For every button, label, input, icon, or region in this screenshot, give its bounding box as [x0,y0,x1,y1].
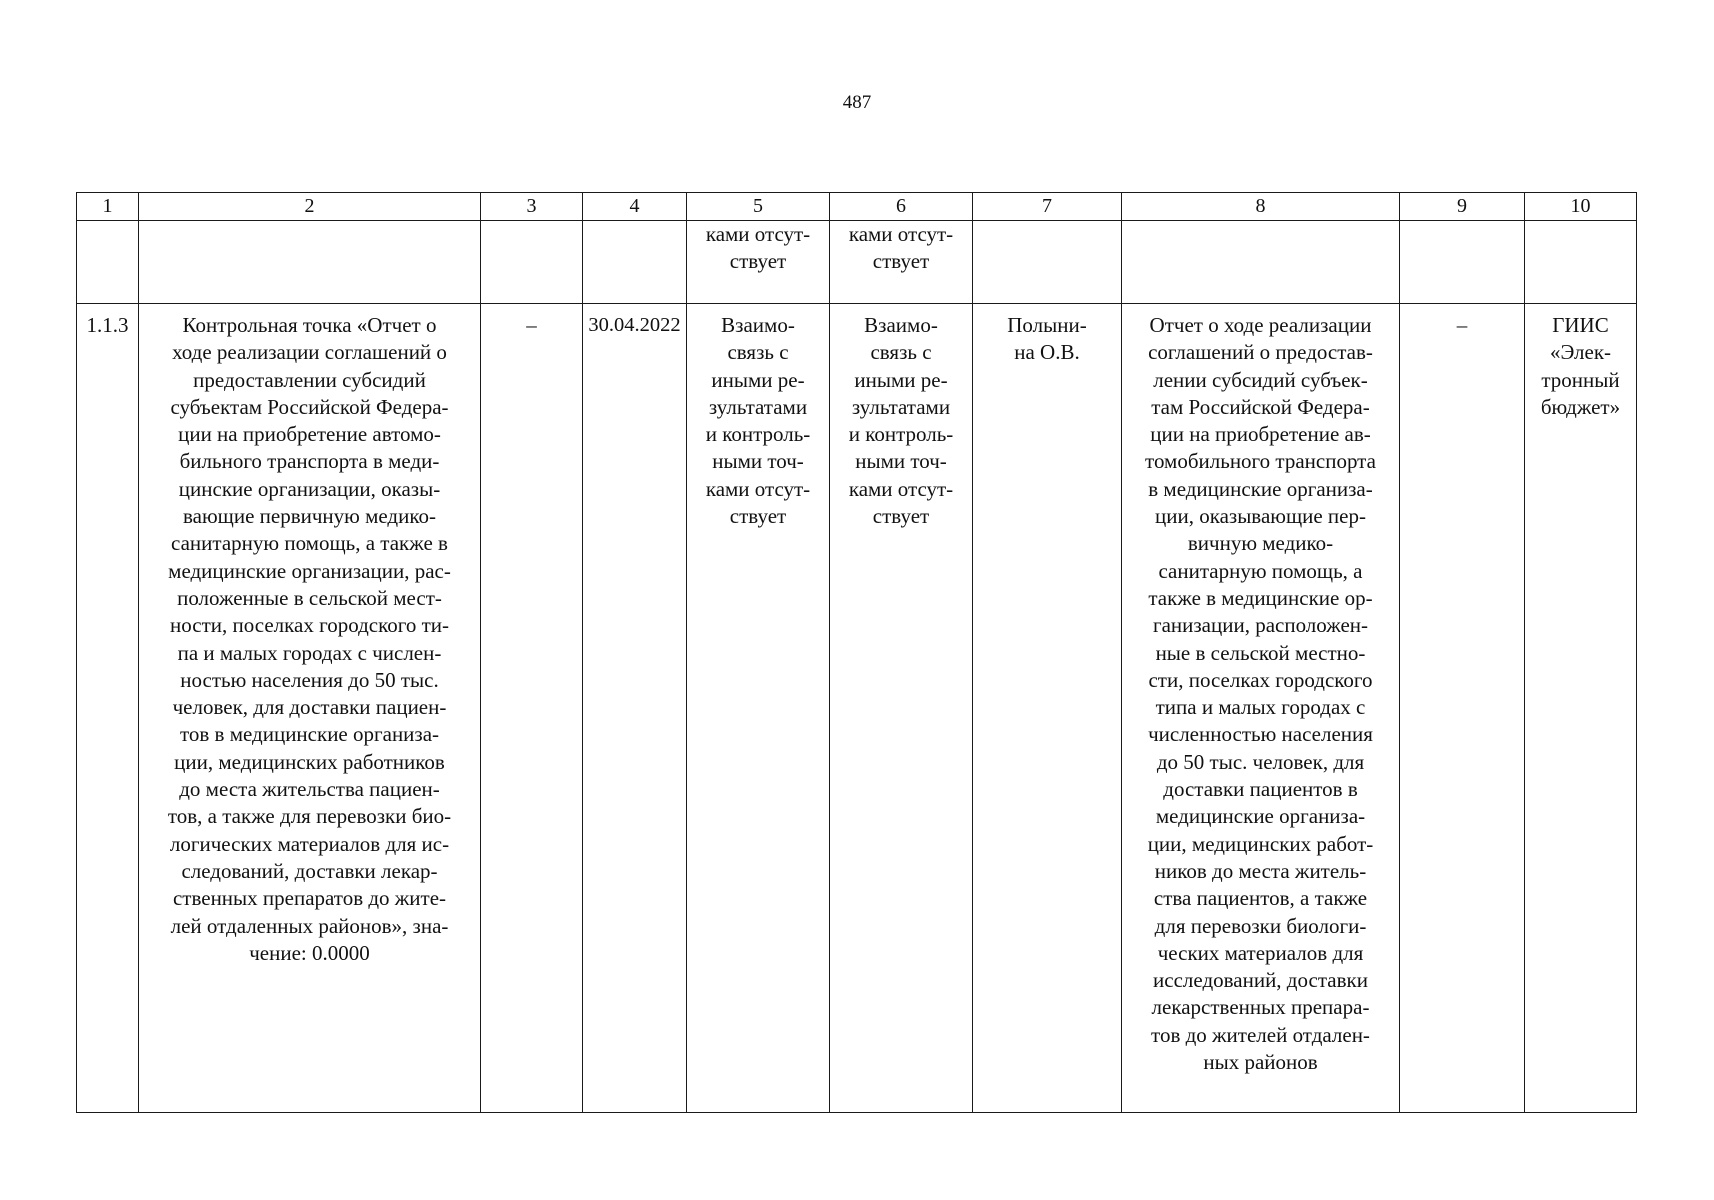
row-number-cell: 1.1.3 [77,304,139,1113]
system-cell: ГИИС «Элек- тронный бюджет» [1525,304,1637,1113]
cont-cell-3 [481,221,583,304]
relation-cell-6: Взаимо- связь с иными ре- зультатами и контроль- ными точ- ками отсут- ствует [830,304,973,1113]
header-cell-6: 6 [830,193,973,221]
header-cell-9: 9 [1400,193,1525,221]
col9-cell: – [1400,304,1525,1113]
header-cell-10: 10 [1525,193,1637,221]
cont-cell-4 [583,221,687,304]
page-number: 487 [842,92,872,113]
cont-cell-9 [1400,221,1525,304]
header-cell-2: 2 [139,193,481,221]
table-row-1-1-3 [77,304,1637,1113]
cont-cell-7 [973,221,1122,304]
cont-cell-6: ками отсут- ствует [830,221,973,304]
relation-cell-5: Взаимо- связь с иными ре- зультатами и контроль- ными точ- ками отсут- ствует [687,304,830,1113]
header-cell-1: 1 [77,193,139,221]
header-cell-4: 4 [583,193,687,221]
continuation-row [77,221,1637,304]
header-cell-5: 5 [687,193,830,221]
result-description-cell: Отчет о ходе реализации соглашений о предостав- лении субсидий субъек- там Российской Федера- ции на приобретение ав- томобильного транспорта в медицинские организа- ции, оказывающие пер- вичную медико- санитарную помощь, а также в медицинские ор- ганизации, расположен- ные в сельской местно- сти, поселках городского типа и малых городах с численностью населения до 50 тыс. человек, для доставки пациентов в медицинские организа- ции, медицинских работ- ников до места житель- ства пациентов, а также для перевозки биологи- ческих материалов для исследований, доставки лекарственных препара- тов до жителей отдален- ных районов [1122,304,1400,1113]
header-cell-3: 3 [481,193,583,221]
cont-cell-8 [1122,221,1400,304]
header-cell-7: 7 [973,193,1122,221]
date-cell: 30.04.2022 [583,304,687,1113]
control-point-description-cell: Контрольная точка «Отчет о ходе реализации соглашений о предоставлении субсидий субъектам Российской Федера- ции на приобретение автомо- бильного транспорта в меди- цинские организации, оказы- вающие первичную медико- санитарную помощь, а также в медицинские организации, рас- положенные в сельской мест- ности, поселках городского ти- па и малых городах с числен- ностью населения до 50 тыс. человек, для доставки пациен- тов в медицинские организа- ции, медицинских работников до места жительства пациен- тов, а также для перевозки био- логических материалов для ис- следований, доставки лекар- ственных препаратов до жите- лей отдаленных районов», зна- чение: 0.0000 [139,304,481,1113]
document-table [76,192,1637,1113]
cont-cell-5: ками отсут- ствует [687,221,830,304]
responsible-cell: Полыни- на О.В. [973,304,1122,1113]
header-cell-8: 8 [1122,193,1400,221]
header-row [77,193,1637,221]
col3-cell: – [481,304,583,1113]
cont-cell-1 [77,221,139,304]
cont-cell-10 [1525,221,1637,304]
cont-cell-2 [139,221,481,304]
